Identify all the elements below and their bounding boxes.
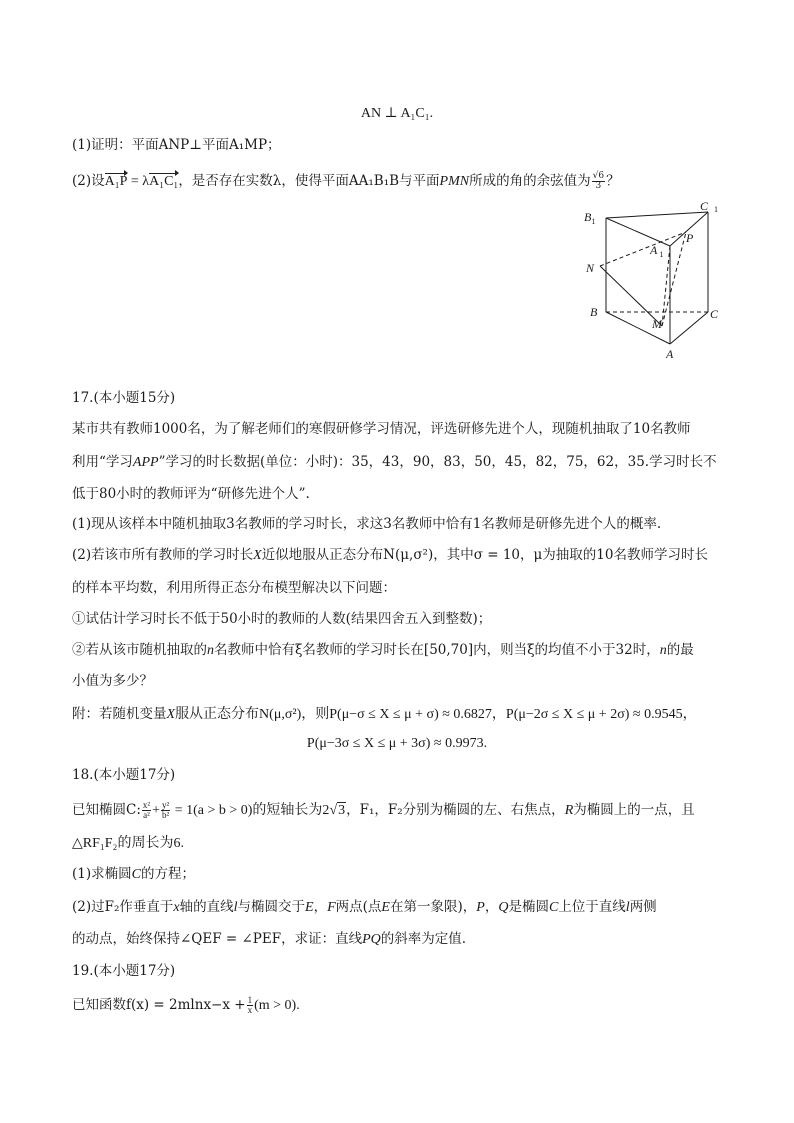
- edge-ac: [670, 312, 708, 344]
- q17-stem-line1: 某市共有教师1000名，为了解老师们的寒假研修学习情况，评选研修先进个人，现随机抽取了10名教师: [72, 421, 691, 437]
- q18-line1: 已知椭圆C: $\frac{\text{x²}}{\text{a²}}$ + $\frac{\text{y²}}{\text{b²}}$ = 1(a > b > 0)的短轴长为2√3，F₁，F₂分别为椭圆的左、右焦点，R为椭圆上的一点，且: [72, 800, 695, 820]
- label-c: C: [710, 307, 719, 321]
- q18-part1: (1)求椭圆C的方程；: [72, 866, 195, 882]
- label-b1: $B_1$: [584, 210, 596, 226]
- q17-part2-line2: 的样本平均数，利用所得正态分布模型解决以下问题：: [72, 580, 396, 596]
- q17-sub2-line1: ②若从该市随机抽取的n名教师中恰有ξ名教师的学习时长在[50,70]内，则当ξ的均值不小于32时，n的最: [72, 642, 694, 658]
- fraction-x2-over-a2: $\frac{\text{x²}}{\text{a²}}$: [142, 800, 151, 820]
- q16-condition-tail: AN ⊥ A₁C₁.: [360, 106, 434, 121]
- label-n: N: [586, 261, 595, 275]
- q18-title: 18.(本小题17分): [72, 767, 176, 783]
- label-a1: A $_1$: [650, 243, 664, 259]
- label-m: M: [652, 317, 662, 331]
- segment-np-dashed: [600, 232, 686, 266]
- fraction-1-over-x: $\frac{1}{x}$: [247, 995, 253, 1015]
- fraction-sqrt6-over-3: $\frac{√6}{3}$: [592, 171, 605, 191]
- q17-sub2-line2: 小值为多少？: [72, 673, 153, 689]
- q16-part2: (2)设A₁P = λA₁C₁，是否存在实数λ，使得平面AA₁B₁B与平面PMN所成的角的余弦值为 $\frac{√6}{3}$ ？: [72, 171, 620, 191]
- q19-line1: 已知函数f(x) = 2mlnx−x + $\frac{1}{x}$ (m > 0).: [72, 995, 300, 1015]
- q18-part2-line2: 的动点，始终保持∠QEF = ∠PEF，求证：直线PQ的斜率为定值.: [72, 931, 467, 947]
- q19-title: 19.(本小题17分): [72, 963, 176, 979]
- vector-a1c1: A₁C₁: [149, 172, 178, 192]
- label-b: B: [590, 305, 598, 319]
- label-c1: C 1: [700, 199, 719, 214]
- q17-sub1: ①试估计学习时长不低于50小时的教师的人数(结果四舍五入到整数)；: [72, 611, 492, 627]
- label-p: P: [686, 231, 694, 245]
- q17-appendix-line2: P(μ−3σ ≤ X ≤ μ + 3σ) ≈ 0.9973.: [306, 736, 488, 751]
- q17-part2-line1: (2)若该市所有教师的学习时长X近似地服从正态分布N(μ,σ²)，其中σ = 10，μ为抽取的10名教师学习时长: [72, 547, 708, 563]
- q17-title: 17.(本小题15分): [72, 390, 176, 406]
- q17-part1: (1)现从该样本中随机抽取3名教师的学习时长，求这3名教师中恰有1名教师是研修先进个人的概率.: [72, 516, 662, 532]
- prism-figure: [578, 196, 738, 366]
- fraction-y2-over-b2: $\frac{\text{y²}}{\text{b²}}$: [162, 800, 170, 820]
- segment-mp-dashed: [662, 232, 686, 326]
- label-a: A: [666, 347, 674, 361]
- q17-stem-line3: 低于80小时的教师评为“研修先进个人”.: [72, 486, 310, 502]
- q17-stem-line2: 利用“学习APP”学习的时长数据(单位：小时)：35，43，90，83，50，45，82，75，62，35.学习时长不: [72, 454, 717, 470]
- q16-part1: (1)证明：平面ANP⊥平面A₁MP；: [72, 137, 281, 153]
- q17-appendix-line1: 附：若随机变量X服从正态分布N(μ,σ²)，则P(μ−σ ≤ X ≤ μ + σ) ≈ 0.6827，P(μ−2σ ≤ X ≤ μ + 2σ) ≈ 0.9545，: [72, 706, 697, 722]
- q18-part2-line1: (2)过F₂作垂直于x轴的直线l与椭圆交于E，F两点(点E在第一象限)，P，Q是椭圆C上位于直线l两侧: [72, 899, 657, 915]
- vector-a1p: A₁P: [105, 172, 128, 192]
- sqrt-3: 3: [338, 803, 346, 818]
- edge-b1c1: [606, 212, 708, 218]
- q18-line2: △RF₁F₂的周长为6.: [72, 836, 184, 851]
